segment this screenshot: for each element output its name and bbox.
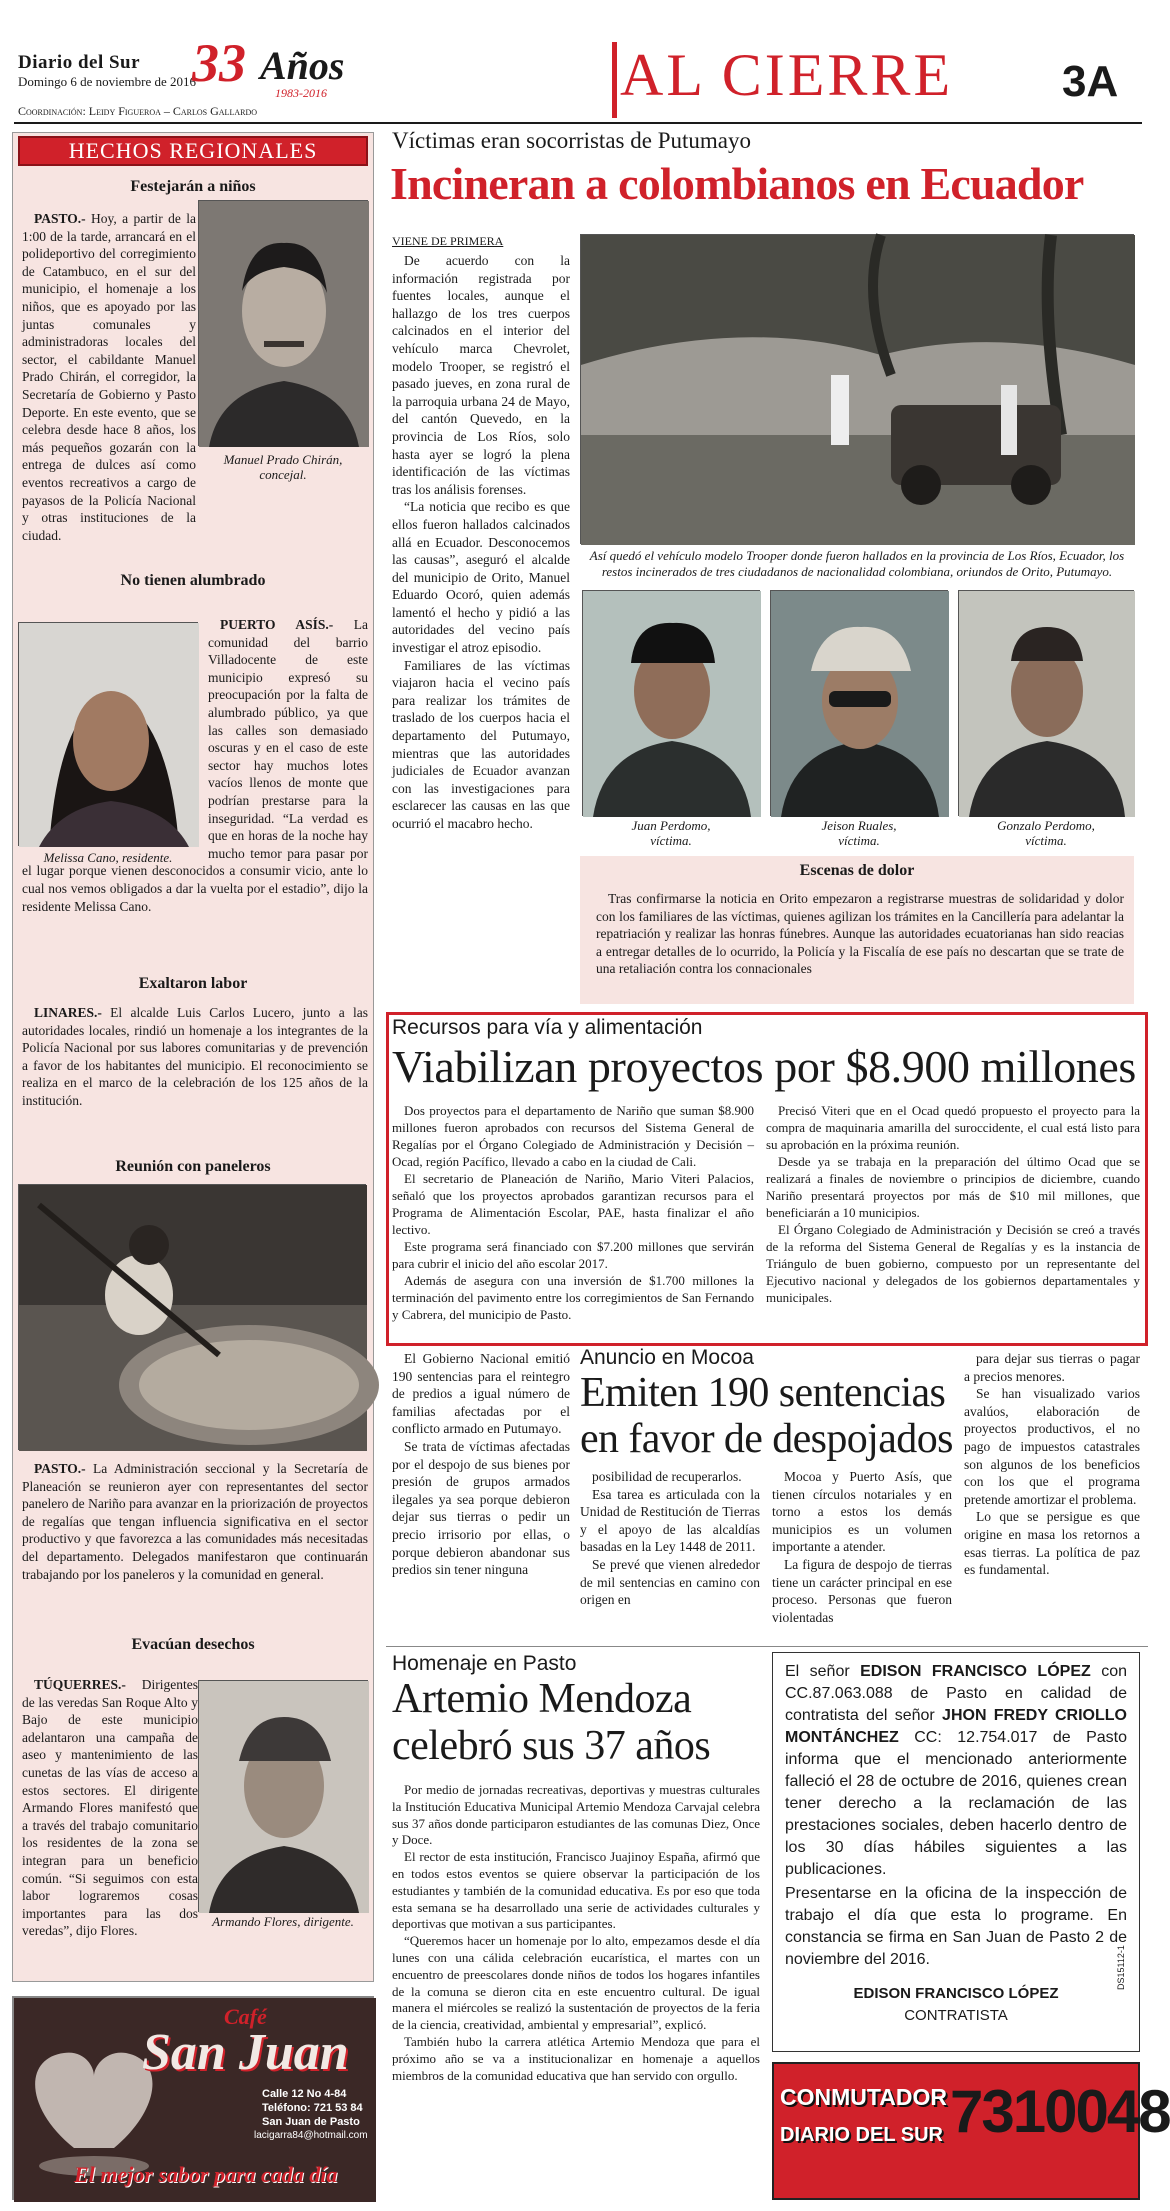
boxed-paragraph: El Órgano Colegiado de Administración y Decisión se creó a través de la reforma del Sistema General de Regalías y es la instancia de Triángulo de buen gobierno, compuesto por un representante del Ejecutivo nacional y delegados de los gobiernos departamentales y municipales. <box>766 1222 1140 1305</box>
cafe-slogan: El mejor sabor para cada día <box>74 2162 338 2187</box>
photo-armando-flores <box>198 1680 368 1912</box>
photo-paneleros <box>18 1184 366 1450</box>
conmutador-label: CONMUTADOR <box>780 2084 947 2110</box>
hechos-dateline: LINARES.- <box>34 1005 102 1020</box>
lead-story-body <box>392 252 570 1012</box>
artemio-paragraph: Por medio de jornadas recreativas, deportivas y muestras culturales la Institución Educativa Municipal Artemio Mendoza Carvajal celebra sus 37 años donde participaron estudiantes de las comunas Diez, Once y Doce. <box>392 1782 760 1848</box>
cafe-email: lacigarra84@hotmail.com <box>254 2130 368 2141</box>
photo-burned-vehicle <box>580 234 1134 544</box>
section-rule <box>386 1646 1148 1647</box>
boxed-paragraph: Además de asegura con una inversión de $1.700 millones la terminación del pavimento entre los corregimientos de San Fernando y Cabrera, del municipio de Pasto. <box>392 1273 754 1322</box>
cafe-phone: Teléfono: 721 53 84 <box>262 2102 363 2114</box>
portrait-man-image <box>199 201 369 447</box>
vehicle-photo-caption: Así quedó el vehículo modelo Trooper donde fueron hallados en la provincia de Los Ríos, Ecuador, los restos incinerados de tres ciudadanos de nacionalidad colombiana, oriundos de Orito, Putumayo. <box>589 548 1125 579</box>
sidebar-text: Tras confirmarse la noticia en Orito empezaron a registrarse muestras de solidaridad y dolor con los familiares de las víctimas, quienes agilizan los trámites en la Cancillería para adelantar la repatriación y realizar las honras fúnebres. Aunque las autoridades ecuatorianas han sido reacias a entregar detalles de lo ocurrido, la Policía y la Fiscalía de ese país no descartan que se trate de una retaliación contra los connacionales <box>596 891 1124 977</box>
hechos-item-body <box>22 1004 368 1144</box>
hechos-item-title: Evacúan desechos <box>131 1636 255 1653</box>
artemio-body <box>392 1782 760 2202</box>
mocoa-paragraph: Mocoa y Puerto Asís, que tienen círculos notariales y en torno a estos los demás municipios es un volumen importante a atender. <box>772 1469 952 1555</box>
mocoa-paragraph: Lo que se persigue es que origine en masa los retornos a esas tierras. La política de paz es fundamental. <box>964 1509 1140 1578</box>
artemio-paragraph: El rector de esta institución, Francisco Juajinoy España, afirmó que en todos estos eventos se quiere observar la participación de los estudiantes y también de la comunidad educativa. Es por eso que toda esta semana se ha desarrollado una serie de actividades culturales y deportivas que motivan a sus participantes. <box>392 1849 760 1932</box>
artemio-paragraph: También hubo la carrera atlética Artemio Mendoza que para el próximo año se va a institucionalizar en homenaje a aquellos miembros de la comunidad educativa que han servido con orgullo. <box>392 2033 760 2083</box>
mocoa-paragraph: posibilidad de recuperarlos. <box>592 1469 742 1484</box>
section-title: AL CIERRE <box>620 42 954 108</box>
hechos-text: Dirigentes de las veredas San Roque Alto y Bajo de este municipio adelantaron una campaña de aseo y mantenimiento de las cunetas de las vías de acceso a estos sectores. El dirigente Armando Flores manifestó que a través del trabajo comunitario los residentes de la zona se integran para un beneficio común. “Si seguimos con esta labor lograremos cosas importantes para las dos veredas”, dijo Flores. <box>22 1677 198 1939</box>
paper-name: Diario del Sur <box>18 52 141 73</box>
cafe-address: Calle 12 No 4-84 <box>262 2088 347 2100</box>
cafe-name: San Juan <box>142 2024 349 2081</box>
photo-victim-1 <box>582 590 760 816</box>
notice-name: JHON FREDY CRIOLLO MONTÁNCHEZ <box>785 1707 1127 1746</box>
cafe-san-juan-ad <box>12 1996 374 2200</box>
hechos-header-text: HECHOS REGIONALES <box>68 138 318 163</box>
mocoa-kicker: Anuncio en Mocoa <box>580 1346 754 1369</box>
mocoa-paragraph: El Gobierno Nacional emitió 190 sentencias para el reintegro de predios a igual número de familias afectadas por el conflicto armado en Putumayo. <box>392 1351 570 1437</box>
boxed-paragraph: Desde ya se trabaja en la preparación del último Ocad que se realizará a finales de noviembre o principios de diciembre, cuando Nariño presentará proyectos por más de $10 mil millones, que beneficiarán a 10 municipios. <box>766 1154 1140 1220</box>
boxed-right-column <box>766 1102 1140 1338</box>
hechos-item-body <box>22 210 196 543</box>
mocoa-col-4 <box>964 1350 1140 1638</box>
victim-portrait-image <box>771 591 949 817</box>
hechos-item-title: Exaltaron labor <box>138 975 248 992</box>
mocoa-paragraph: para dejar sus tierras o pagar a precios menores. <box>964 1351 1140 1384</box>
lead-paragraph: “La noticia que recibo es que ellos fueron hallados calcinados allá en Ecuador. Desconocemos las causas”, aseguró el alcalde del municipio de Orito, Manuel Eduardo Ocoró, quien además lamentó el hecho y pidió a las autoridades del vecino país investigar el atroz episodio. <box>392 499 570 656</box>
hechos-text: El alcalde Luis Carlos Lucero, junto a las autoridades locales, rindió un homenaje a los integrantes de la Policía Nacional por sus labores comunitarias y de prevención a favor de los habitantes del municipio. El reconocimiento se realiza en el marco de la celebración de los 125 años de la institución. <box>22 1005 368 1108</box>
hechos-item-title: Festejarán a niños <box>130 178 256 195</box>
mocoa-headline: Emiten 190 sentencias en favor de despojados <box>580 1370 953 1462</box>
hechos-item-body <box>22 1460 368 1620</box>
mocoa-col-3 <box>772 1468 952 1638</box>
hechos-dateline: PASTO.- <box>34 1461 86 1476</box>
mocoa-paragraph: Se han visualizado varios avalúos, elaboración de proyectos productivos, el no pago de impuestos catastrales son algunos de los beneficios con los que el programa pretende amortizar el problema. <box>964 1386 1140 1507</box>
hechos-item-title: Reunión con paneleros <box>115 1158 271 1175</box>
notice-name: EDISON FRANCISCO LÓPEZ <box>860 1663 1091 1680</box>
anniversary-years: 1983-2016 <box>275 86 327 100</box>
victim-portrait-image <box>959 591 1135 817</box>
photo-caption: Melissa Cano, residente. <box>43 850 173 865</box>
lead-headline: Incineran a colombianos en Ecuador <box>390 158 1084 209</box>
boxed-kicker: Recursos para vía y alimentación <box>392 1016 703 1039</box>
hechos-dateline: PUERTO ASÍS.- <box>220 617 334 632</box>
mocoa-paragraph: Esa tarea es articulada con la Unidad de Restitución de Tierras y el apoyo de las alcaldías basadas en la Ley 1448 de 2011. <box>580 1486 760 1555</box>
lead-paragraph: Familiares de las víctimas viajaron hacia el vecino país para realizar los trámites de traslado de los cuerpos hacia el departamento del Putumayo, mientras que las autoridades judiciales de Ecuador avanzan con las investigaciones para esclarecer las causas en las que ocurrió el macabro hecho. <box>392 657 570 831</box>
lead-kicker: Víctimas eran socorristas de Putumayo <box>392 128 751 153</box>
boxed-left-column <box>392 1102 754 1338</box>
coordination: Coordinación: Leidy Figueroa – Carlos Gallardo <box>18 104 257 118</box>
victim-caption: Gonzalo Perdomo, víctima. <box>997 818 1095 848</box>
artemio-kicker: Homenaje en Pasto <box>392 1652 577 1675</box>
mocoa-paragraph: Se prevé que vienen alrededor de mil sentencias en camino con origen en <box>580 1556 760 1608</box>
hechos-text: Hoy, a partir de la 1:00 de la tarde, arrancará en el polideportivo del corregimiento de Catambuco, en el sur del municipio, el homenaje a los niños, que es apoyado por las juntas comunales y administradoras locales del sector, el cabildante Manuel Prado Chirán, el corregidor, la Secretaría de Gobierno y Pasto Deporte. En este evento, que se celebra desde hace 8 años, los más pequeños gozarán con la entrega de dulces así como eventos recreativos a cargo de payasos de la Policía Nacional y otras instituciones de la ciudad. <box>22 211 196 543</box>
boxed-paragraph: Este programa será financiado con $7.200 millones que servirán para cubrir el inicio del año escolar 2017. <box>392 1239 754 1271</box>
victim-caption: Juan Perdomo, víctima. <box>631 818 711 848</box>
notice-text: CC: 12.754.017 de Pasto informa que el mencionado anteriormente falleció el 28 de octubre de 2016, quienes crean tener derecho a la reclamación de las prestaciones sociales, deben hacerlo dentro de los 30 días hábiles siguientes a las publicaciones. <box>785 1729 1127 1878</box>
photo-victim-2 <box>770 590 948 816</box>
hechos-text: La comunidad del barrio Villadocente de este municipio expresó su preocupación por la falta de alumbrado público, ya que las calles son demasiado oscuras y en el caso de este sector hay muchos lotes vacíos llenos de monte que podrían prestarse para la inseguridad. “La verdad es que en horas de la noche hay mucho temor para pasar por el lugar porque vienen desconocidos a consumir vicio, ante lo cual nos vemos obligados a dar la vuelta por el estadio”, dijo la residente Melissa Cano. <box>22 617 368 914</box>
mocoa-col-2 <box>580 1468 760 1638</box>
page-number: 3A <box>1062 57 1119 106</box>
anniversary-number: 33 <box>192 33 246 93</box>
notice-signer: EDISON FRANCISCO LÓPEZ <box>853 1985 1059 2002</box>
lead-paragraph: De acuerdo con la información registrada por fuentes locales, aunque el hallazgo de los tres cuerpos calcinados en el interior del vehículo marca Chevrolet, modelo Trooper, se registró el pasado jueves, en zona rural de la parroquia urbana 24 de Mayo, del cantón Quevedo, en la provincia de Los Ríos, solo hasta ayer se logró la plena identificación de las víctimas tras los análisis forenses. <box>392 253 570 497</box>
cafe-label: Café <box>224 2004 267 2029</box>
boxed-paragraph: Dos proyectos para el departamento de Nariño que suman $8.900 millones fueron aprobados con recursos del Sistema General de Regalías por el Órgano Colegiado de Administración y Decisión – Ocad, región Pacífico, llevado a cabo en la ciudad de Cali. <box>392 1103 754 1169</box>
photo-victim-3 <box>958 590 1134 816</box>
hechos-item-body <box>22 616 368 956</box>
hechos-item-body <box>22 1676 198 1939</box>
masthead-rule <box>14 122 1142 124</box>
anniversary-word: Años <box>260 43 345 88</box>
hechos-header <box>18 136 368 166</box>
hechos-dateline: PASTO.- <box>34 211 86 226</box>
victim-caption: Jeison Ruales, víctima. <box>821 818 897 848</box>
mocoa-col-1 <box>392 1350 570 1638</box>
legal-notice <box>772 1652 1140 2052</box>
artemio-headline: Artemio Mendoza celebró sus 37 años <box>392 1676 711 1769</box>
cafe-city: San Juan de Pasto <box>262 2116 360 2128</box>
section-flag-bar <box>612 42 617 118</box>
hechos-text: La Administración seccional y la Secretaría de Planeación se reunieron ayer con representantes del sector panelero de Nariño para avanzar en la priorización de proyectos de regalías que tengan influencia significativa en el sector productivo y que favorezca a las comunidades más necesitadas del departamento. Delegados manifestaron que continuarán trabajando por los paneleros y la comunidad en general. <box>22 1461 368 1582</box>
victim-portrait-image <box>583 591 761 817</box>
boxed-headline: Viabilizan proyectos por $8.900 millones <box>392 1041 1136 1092</box>
burned-vehicle-image <box>581 235 1135 545</box>
notice-text: con CC.87.063.088 de Pasto en calidad de contratista del señor <box>785 1663 1127 1724</box>
notice-paragraph: Presentarse en la oficina de la inspección de trabajo el día que esta lo programe. En constancia se firma en San Juan de Pasto 2 de noviembre del 2016. <box>785 1885 1127 1968</box>
notice-code: DS15112-1 <box>1116 1945 1126 1990</box>
photo-caption: Manuel Prado Chirán, concejal. <box>223 452 343 482</box>
notice-role: CONTRATISTA <box>904 2007 1008 2024</box>
notice-paragraph <box>785 1661 1127 1881</box>
mocoa-paragraph: Se trata de víctimas afectadas por el despojo de sus bienes por presión de grupos armados ilegales ya sea porque debieron dejar sus tierras o pedir un precio irrisorio por ellas, o porque debieron abandonar sus predios sin tener ninguna <box>392 1438 570 1578</box>
hechos-item-title: No tienen alumbrado <box>120 572 266 589</box>
boxed-paragraph: El secretario de Planeación de Nariño, Mario Viteri Palacios, señaló que los proyectos aprobados garantizan recursos para el Programa de Alimentación Escolar, PAE, hasta finalizar el año lectivo. <box>392 1171 754 1237</box>
masthead <box>0 0 1156 130</box>
photo-manuel-prado <box>198 200 368 446</box>
notice-text: El señor <box>785 1663 861 1680</box>
from-front-page: VIENE DE PRIMERA <box>392 234 504 248</box>
mocoa-paragraph: La figura de despojo de tierras tiene un carácter principal en ese proceso. Personas que fueron violentadas <box>772 1556 952 1625</box>
photo-caption: Armando Flores, dirigente. <box>212 1914 354 1929</box>
panela-workshop-image <box>19 1185 367 1451</box>
boxed-paragraph: Precisó Viteri que en el Ocad quedó propuesto el proyecto para la compra de maquinaria amarilla del suroccidente, el cual está listo para su aprobación en la próxima reunión. <box>766 1103 1140 1152</box>
sidebar-title: Escenas de dolor <box>799 862 915 879</box>
conmutador-paper: DIARIO DEL SUR <box>780 2124 943 2146</box>
artemio-paragraph: “Queremos hacer un homenaje por lo alto, empezamos desde el día lunes con una cálida celebración eucarística, el martes con un encuentro de preescolares donde niños de todos los hogares infantiles de la comuna se dieron cita en este encuentro cultural. De igual manera el miércoles se realizó la sustentación de proyectos de la feria de la ciencia, creatividad, ambiental y empresarial”, explicó. <box>392 1933 760 2033</box>
hechos-dateline: TÚQUERRES.- <box>34 1677 126 1692</box>
issue-date: Domingo 6 de noviembre de 2016 <box>18 74 196 89</box>
portrait-man-cap-image <box>199 1681 369 1913</box>
conmutador-number: 7310048 <box>950 2078 1170 2145</box>
